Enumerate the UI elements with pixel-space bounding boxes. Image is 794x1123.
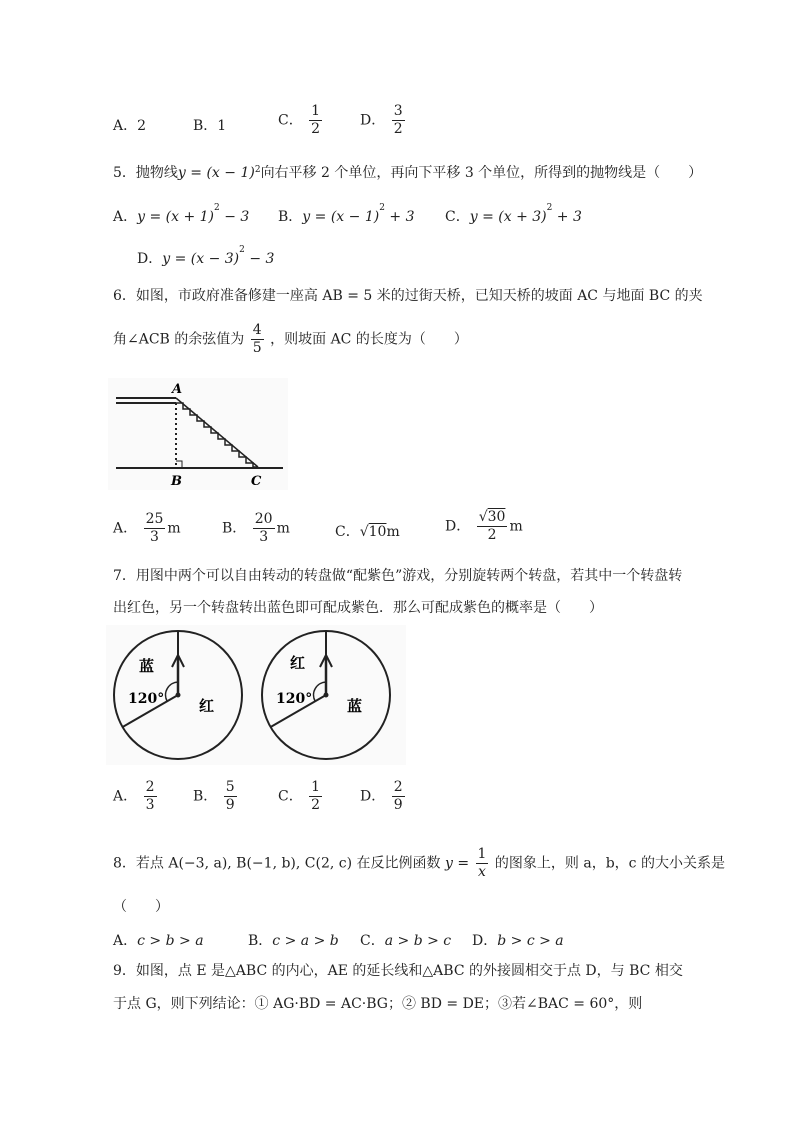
q5-option-b: B．$y = (x - 1)^2 + 3$: [278, 203, 415, 225]
label-a: A: [172, 382, 183, 397]
q8-option-d: D．b > c > a: [472, 933, 564, 949]
q8-option-b: B．c > a > b: [248, 933, 339, 949]
spinner2-small-label: 红: [290, 654, 306, 672]
spinner1-large-label: 红: [199, 697, 215, 715]
q5-stem: 5．抛物线$y = (x - 1)^2$向右平移 2 个单位，再向下平移 3 个单位，所得到的抛物线是（ ）: [113, 165, 703, 181]
q7-stem-line1: 7．用图中两个可以自由转动的转盘做“配紫色”游戏，分别旋转两个转盘，若其中一个转盘转: [113, 568, 683, 584]
q4-option-d: D． $\frac{3}{2}$: [360, 103, 403, 137]
q4-option-b: B．1: [193, 118, 227, 134]
fraction: $\frac{2}{3}$: [145, 779, 155, 813]
q8-option-c: C．a > b > c: [360, 933, 452, 949]
spinners-figure: [106, 625, 406, 765]
q6-option-b: B． $\frac{20}{3}$ m: [222, 511, 290, 545]
q9-stem-line1: 9．如图，点 E 是△ABC 的内心，AE 的延长线和△ABC 的外接圆相交于点 D，与 BC 相交: [113, 963, 683, 979]
bridge-figure: [108, 378, 288, 490]
q4-option-c: C． $\frac{1}{2}$: [278, 103, 321, 137]
q6-option-a: A． $\frac{25}{3}$ m: [113, 511, 181, 545]
q6-stem-line2: 角∠ACB 的余弦值为 $\frac{4}{5}$ ，则坡面 AC 的长度为（ ）: [113, 322, 468, 356]
fraction: $\frac{4}{5}$: [252, 322, 262, 356]
spinner1-angle-label: 120°: [128, 691, 165, 707]
q6-option-d: D． $\frac{√30}{2}$ m: [445, 509, 523, 543]
q7-option-d: D． $\frac{2}{9}$: [360, 779, 403, 813]
fraction: $\frac{25}{3}$: [145, 511, 164, 545]
q7-option-a: A． $\frac{2}{3}$: [113, 779, 155, 813]
q9-stem-line2: 于点 G，则下列结论：① AG·BD = AC·BG；② BD = DE；③若∠BAC = 60°，则: [113, 996, 643, 1012]
fraction: $\frac{1}{2}$: [311, 779, 321, 813]
spinner2-angle-label: 120°: [276, 691, 313, 707]
q7-option-c: C． $\frac{1}{2}$: [278, 779, 321, 813]
q6-stem-line1: 6．如图，市政府准备修建一座高 AB = 5 米的过街天桥，已知天桥的坡面 AC 与地面 BC 的夹: [113, 288, 703, 304]
fraction: $\frac{√30}{2}$: [478, 509, 506, 543]
q7-option-b: B． $\frac{5}{9}$: [193, 779, 235, 813]
spinner2-large-label: 蓝: [347, 697, 363, 715]
q5-option-d: D．$y = (x - 3)^2 - 3$: [137, 245, 275, 267]
q6-option-c: C．√10m: [335, 524, 400, 540]
fraction: $\frac{2}{9}$: [393, 779, 403, 813]
q4-option-a: A．2: [113, 118, 147, 134]
q5-option-a: A．$y = (x + 1)^2 - 3$: [113, 203, 250, 225]
q8-stem-line1: 8．若点 A(−3, a), B(−1, b), C(2, c) 在反比例函数 y = $\frac{1}{x}$ 的图象上，则 a，b，c 的大小关系是: [113, 846, 725, 880]
q5-option-c: C．$y = (x + 3)^2 + 3$: [445, 203, 582, 225]
fraction: $\frac{5}{9}$: [225, 779, 235, 813]
fraction: $\frac{3}{2}$: [393, 103, 403, 137]
fraction: $\frac{1}{2}$: [311, 103, 321, 137]
label-c: C: [251, 474, 262, 489]
q8-option-a: A．c > b > a: [113, 933, 204, 949]
fraction: $\frac{20}{3}$: [254, 511, 273, 545]
spinner1-small-label: 蓝: [139, 657, 155, 675]
label-b: B: [171, 474, 182, 489]
fraction: $\frac{1}{x}$: [477, 846, 487, 880]
q8-stem-line2: （ ）: [113, 899, 169, 915]
q7-stem-line2: 出红色，另一个转盘转出蓝色即可配成紫色．那么可配成紫色的概率是（ ）: [113, 600, 603, 616]
